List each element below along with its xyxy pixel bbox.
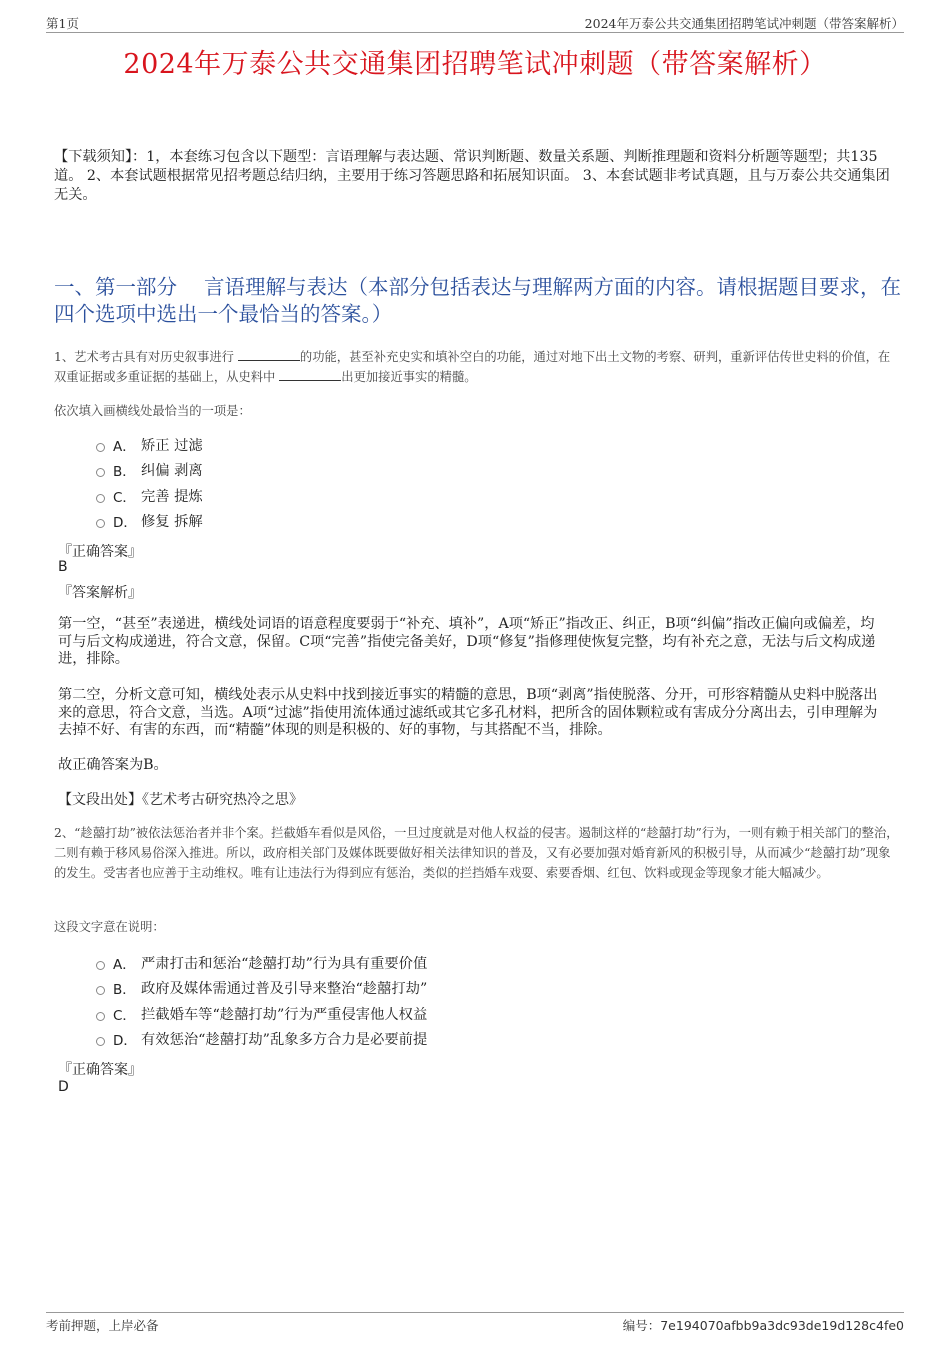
document-title: 2024年万泰公共交通集团招聘笔试冲刺题（带答案解析） <box>123 49 827 80</box>
option-d[interactable]: D． 有效惩治“趁囍打劫”乱象多方合力是必要前提 <box>96 1027 796 1053</box>
fill-blank-2 <box>279 367 341 381</box>
option-a[interactable]: A． 严肃打击和惩治“趁囍打劫”行为具有重要价值 <box>96 950 796 976</box>
radio-icon[interactable] <box>96 443 105 452</box>
answer-label-1: 『正确答案』 <box>58 544 142 560</box>
answer-1: B <box>58 559 68 575</box>
question-2-prompt: 这段文字意在说明： <box>54 920 165 934</box>
analysis-paragraph-1: 第一空，“甚至”表递进，横线处词语的语意程度要弱于“补充、填补”，A项“矫正”指改正、纠正，B项“纠偏”指改正偏向或偏差，均可与后文构成递进，符合文意，保留。C项“完善”指使完备美好，D项“修复”指修理使恢复完整，均有补充之意，无法与后文构成递进，排除。 <box>58 616 876 667</box>
header-doc-title: 2024年万泰公共交通集团招聘笔试冲刺题（带答案解析） <box>584 16 904 31</box>
radio-icon[interactable] <box>96 519 105 528</box>
analysis-label-1: 『答案解析』 <box>58 585 142 601</box>
page-header <box>46 14 904 33</box>
analysis-paragraph-3: 故正确答案为B。 <box>58 757 168 773</box>
answer-2: D <box>58 1079 69 1095</box>
question-1-options <box>96 432 796 534</box>
analysis-paragraph-2: 第二空，分析文意可知，横线处表示从史料中找到接近事实的精髓的意思，B项“剥离”指使脱落、分开，可形容精髓从史料中脱落出来的意思，符合文意，当选。A项“过滤”指使用流体通过滤纸或其它多孔材料，把所含的固体颗粒或有害成分分离出去，引申理解为去掉不好、有害的东西，而“精髓”体现的则是积极的、好的事物，与其搭配不当，排除。 <box>58 687 878 738</box>
option-b[interactable]: B． 政府及媒体需通过普及引导来整治“趁囍打劫” <box>96 976 796 1002</box>
question-1-prompt: 依次填入画横线处最恰当的一项是： <box>54 404 251 418</box>
radio-icon[interactable] <box>96 494 105 503</box>
option-d[interactable]: D． 修复 拆解 <box>96 509 796 535</box>
option-a[interactable]: A． 矫正 过滤 <box>96 432 796 458</box>
option-c[interactable]: C． 拦截婚车等“趁囍打劫”行为严重侵害他人权益 <box>96 1001 796 1027</box>
answer-label-2: 『正确答案』 <box>58 1062 142 1078</box>
download-notice: 【下载须知】：1，本套练习包含以下题型：言语理解与表达题、常识判断题、数量关系题、判断推理题和资料分析题等题型；共135道。 2、本套试题根据常见招考题总结归纳，主要用于练习答题思路和拓展知识面。 3、本套试题非考试真题，且与万泰公共交通集团无关。 <box>54 149 890 203</box>
footer-slogan: 考前押题，上岸必备 <box>46 1318 159 1333</box>
radio-icon[interactable] <box>96 986 105 995</box>
radio-icon[interactable] <box>96 468 105 477</box>
source-citation: 【文段出处】《艺术考古研究热冷之思》 <box>58 792 303 808</box>
question-1-text: 1、艺术考古具有对历史叙事进行 的功能，甚至补充史实和填补空白的功能，通过对地下出土文物的考察、研判，重新评估传世史料的价值，在双重证据或多重证据的基础上，从史料中 出更加接近事实的精髓。 <box>54 347 900 387</box>
page-footer <box>46 1312 904 1335</box>
radio-icon[interactable] <box>96 961 105 970</box>
page-number: 第1页 <box>46 16 79 31</box>
footer-code: 编号：7e194070afbb9a3dc93de19d128c4fe0 <box>622 1318 904 1333</box>
section-title: 一、第一部分 言语理解与表达（本部分包括表达与理解两方面的内容。请根据题目要求，在四个选项中选出一个最恰当的答案。） <box>54 275 902 326</box>
question-2-text: 2、“趁囍打劫”被依法惩治者并非个案。拦截婚车看似是风俗，一旦过度就是对他人权益的侵害。遏制这样的“趁囍打劫”行为，一则有赖于相关部门的整治，二则有赖于移风易俗深入推进。所以，政府相关部门及媒体既要做好相关法律知识的普及，又有必要加强对婚育新风的积极引导，从而减少“趁囍打劫”现象的发生。受害者也应善于主动维权。唯有让违法行为得到应有惩治，类似的拦挡婚车戏耍、索要香烟、红包、饮料或现金等现象才能大幅减少。 <box>54 826 899 880</box>
fill-blank-1 <box>238 347 300 361</box>
question-2-options <box>96 950 796 1052</box>
radio-icon[interactable] <box>96 1012 105 1021</box>
radio-icon[interactable] <box>96 1037 105 1046</box>
option-c[interactable]: C． 完善 提炼 <box>96 483 796 509</box>
option-b[interactable]: B． 纠偏 剥离 <box>96 458 796 484</box>
